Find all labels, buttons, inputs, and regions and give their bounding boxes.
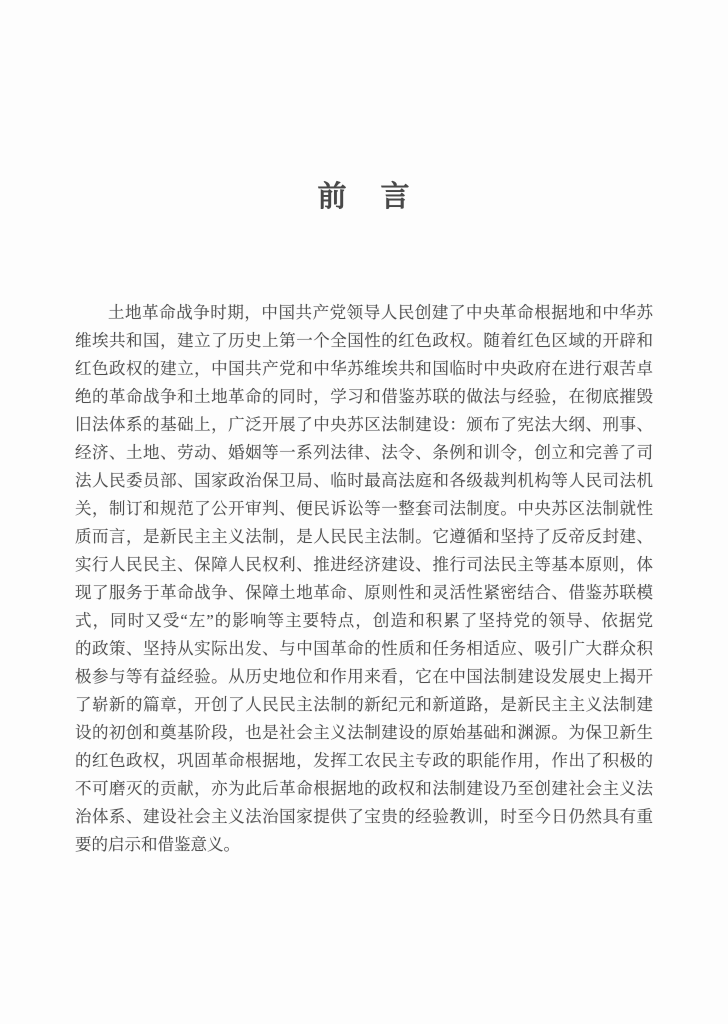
preface-line: 不可磨灭的贡献，亦为此后革命根据地的政权和法制建设乃至创建社会主义法 xyxy=(75,779,653,798)
preface-line: 极参与等有益经验。从历史地位和作用来看，它在中国法制建设发展史上揭开 xyxy=(75,667,653,686)
preface-line: 经济、土地、劳动、婚姻等一系列法律、法令、条例和训令，创立和完善了司 xyxy=(75,443,653,462)
preface-line: 要的启示和借鉴意义。 xyxy=(75,835,240,854)
preface-line: 维埃共和国，建立了历史上第一个全国性的红色政权。随着红色区域的开辟和 xyxy=(75,331,653,350)
preface-line: 关，制订和规范了公开审判、便民诉讼等一整套司法制度。中央苏区法制就性 xyxy=(75,499,653,518)
preface-line: 了崭新的篇章，开创了人民民主法制的新纪元和新道路，是新民主主义法制建 xyxy=(75,695,653,714)
preface-line: 现了服务于革命战争、保障土地革命、原则性和灵活性紧密结合、借鉴苏联模 xyxy=(75,583,653,602)
preface-line: 旧法体系的基础上，广泛开展了中央苏区法制建设：颁布了宪法大纲、刑事、 xyxy=(75,415,653,434)
preface-line: 治体系、建设社会主义法治国家提供了宝贵的经验教训，时至今日仍然具有重 xyxy=(75,807,653,826)
preface-line: 质而言，是新民主主义法制，是人民民主法制。它遵循和坚持了反帝反封建、 xyxy=(75,527,653,546)
preface-line: 的红色政权，巩固革命根据地，发挥工农民主专政的职能作用，作出了积极的 xyxy=(75,751,653,770)
page-title: 前 言 xyxy=(317,181,411,213)
preface-line: 土地革命战争时期，中国共产党领导人民创建了中央革命根据地和中华苏 xyxy=(108,303,653,322)
preface-paragraph xyxy=(75,299,653,859)
preface-line: 式，同时又受“左”的影响等主要特点，创造和积累了坚持党的领导、依据党 xyxy=(75,611,653,630)
preface-line: 的政策、坚持从实际出发、与中国革命的性质和任务相适应、吸引广大群众积 xyxy=(75,639,653,658)
preface-line: 绝的革命战争和土地革命的同时，学习和借鉴苏联的做法与经验，在彻底摧毁 xyxy=(75,387,653,406)
preface-line: 法人民委员部、国家政治保卫局、临时最高法庭和各级裁判机构等人民司法机 xyxy=(75,471,653,490)
preface-line: 红色政权的建立，中国共产党和中华苏维埃共和国临时中央政府在进行艰苦卓 xyxy=(75,359,653,378)
preface-line: 实行人民民主、保障人民权利、推进经济建设、推行司法民主等基本原则，体 xyxy=(75,555,653,574)
preface-line: 设的初创和奠基阶段，也是社会主义法制建设的原始基础和渊源。为保卫新生 xyxy=(75,723,653,742)
